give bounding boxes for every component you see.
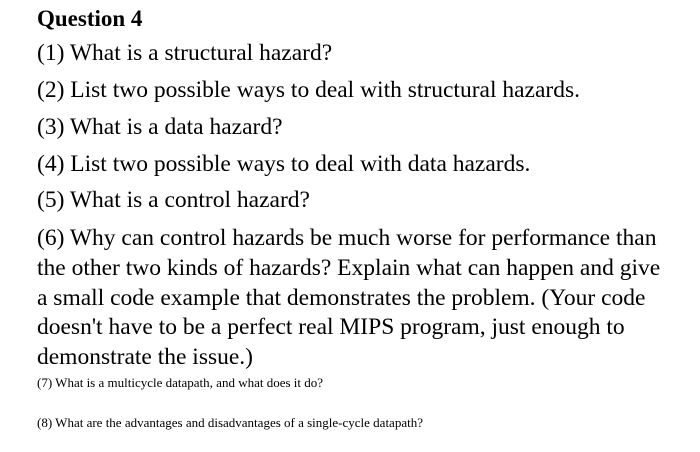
question-6 bbox=[37, 224, 687, 373]
question-3: (3) What is a data hazard? bbox=[37, 114, 283, 140]
question-6-line: a small code example that demonstrates the problem. (Your code bbox=[37, 284, 646, 311]
question-5: (5) What is a control hazard? bbox=[37, 187, 310, 213]
question-1: (1) What is a structural hazard? bbox=[37, 40, 333, 66]
question-6-line: doesn't have to be a perfect real MIPS program, just enough to bbox=[37, 314, 625, 341]
question-4: (4) List two possible ways to deal with data hazards. bbox=[37, 151, 531, 177]
question-7: (7) What is a multicycle datapath, and what does it do? bbox=[37, 375, 324, 390]
question-6-line: (6) Why can control hazards be much worse for performance than bbox=[37, 225, 657, 251]
question-8: (8) What are the advantages and disadvantages of a single-cycle datapath? bbox=[37, 415, 423, 430]
question-6-line: demonstrate the issue.) bbox=[37, 344, 254, 371]
question-2: (2) List two possible ways to deal with structural hazards. bbox=[37, 77, 580, 103]
question-6-line: the other two kinds of hazards? Explain what can happen and give bbox=[37, 254, 661, 281]
question-heading: Question 4 bbox=[37, 6, 143, 31]
